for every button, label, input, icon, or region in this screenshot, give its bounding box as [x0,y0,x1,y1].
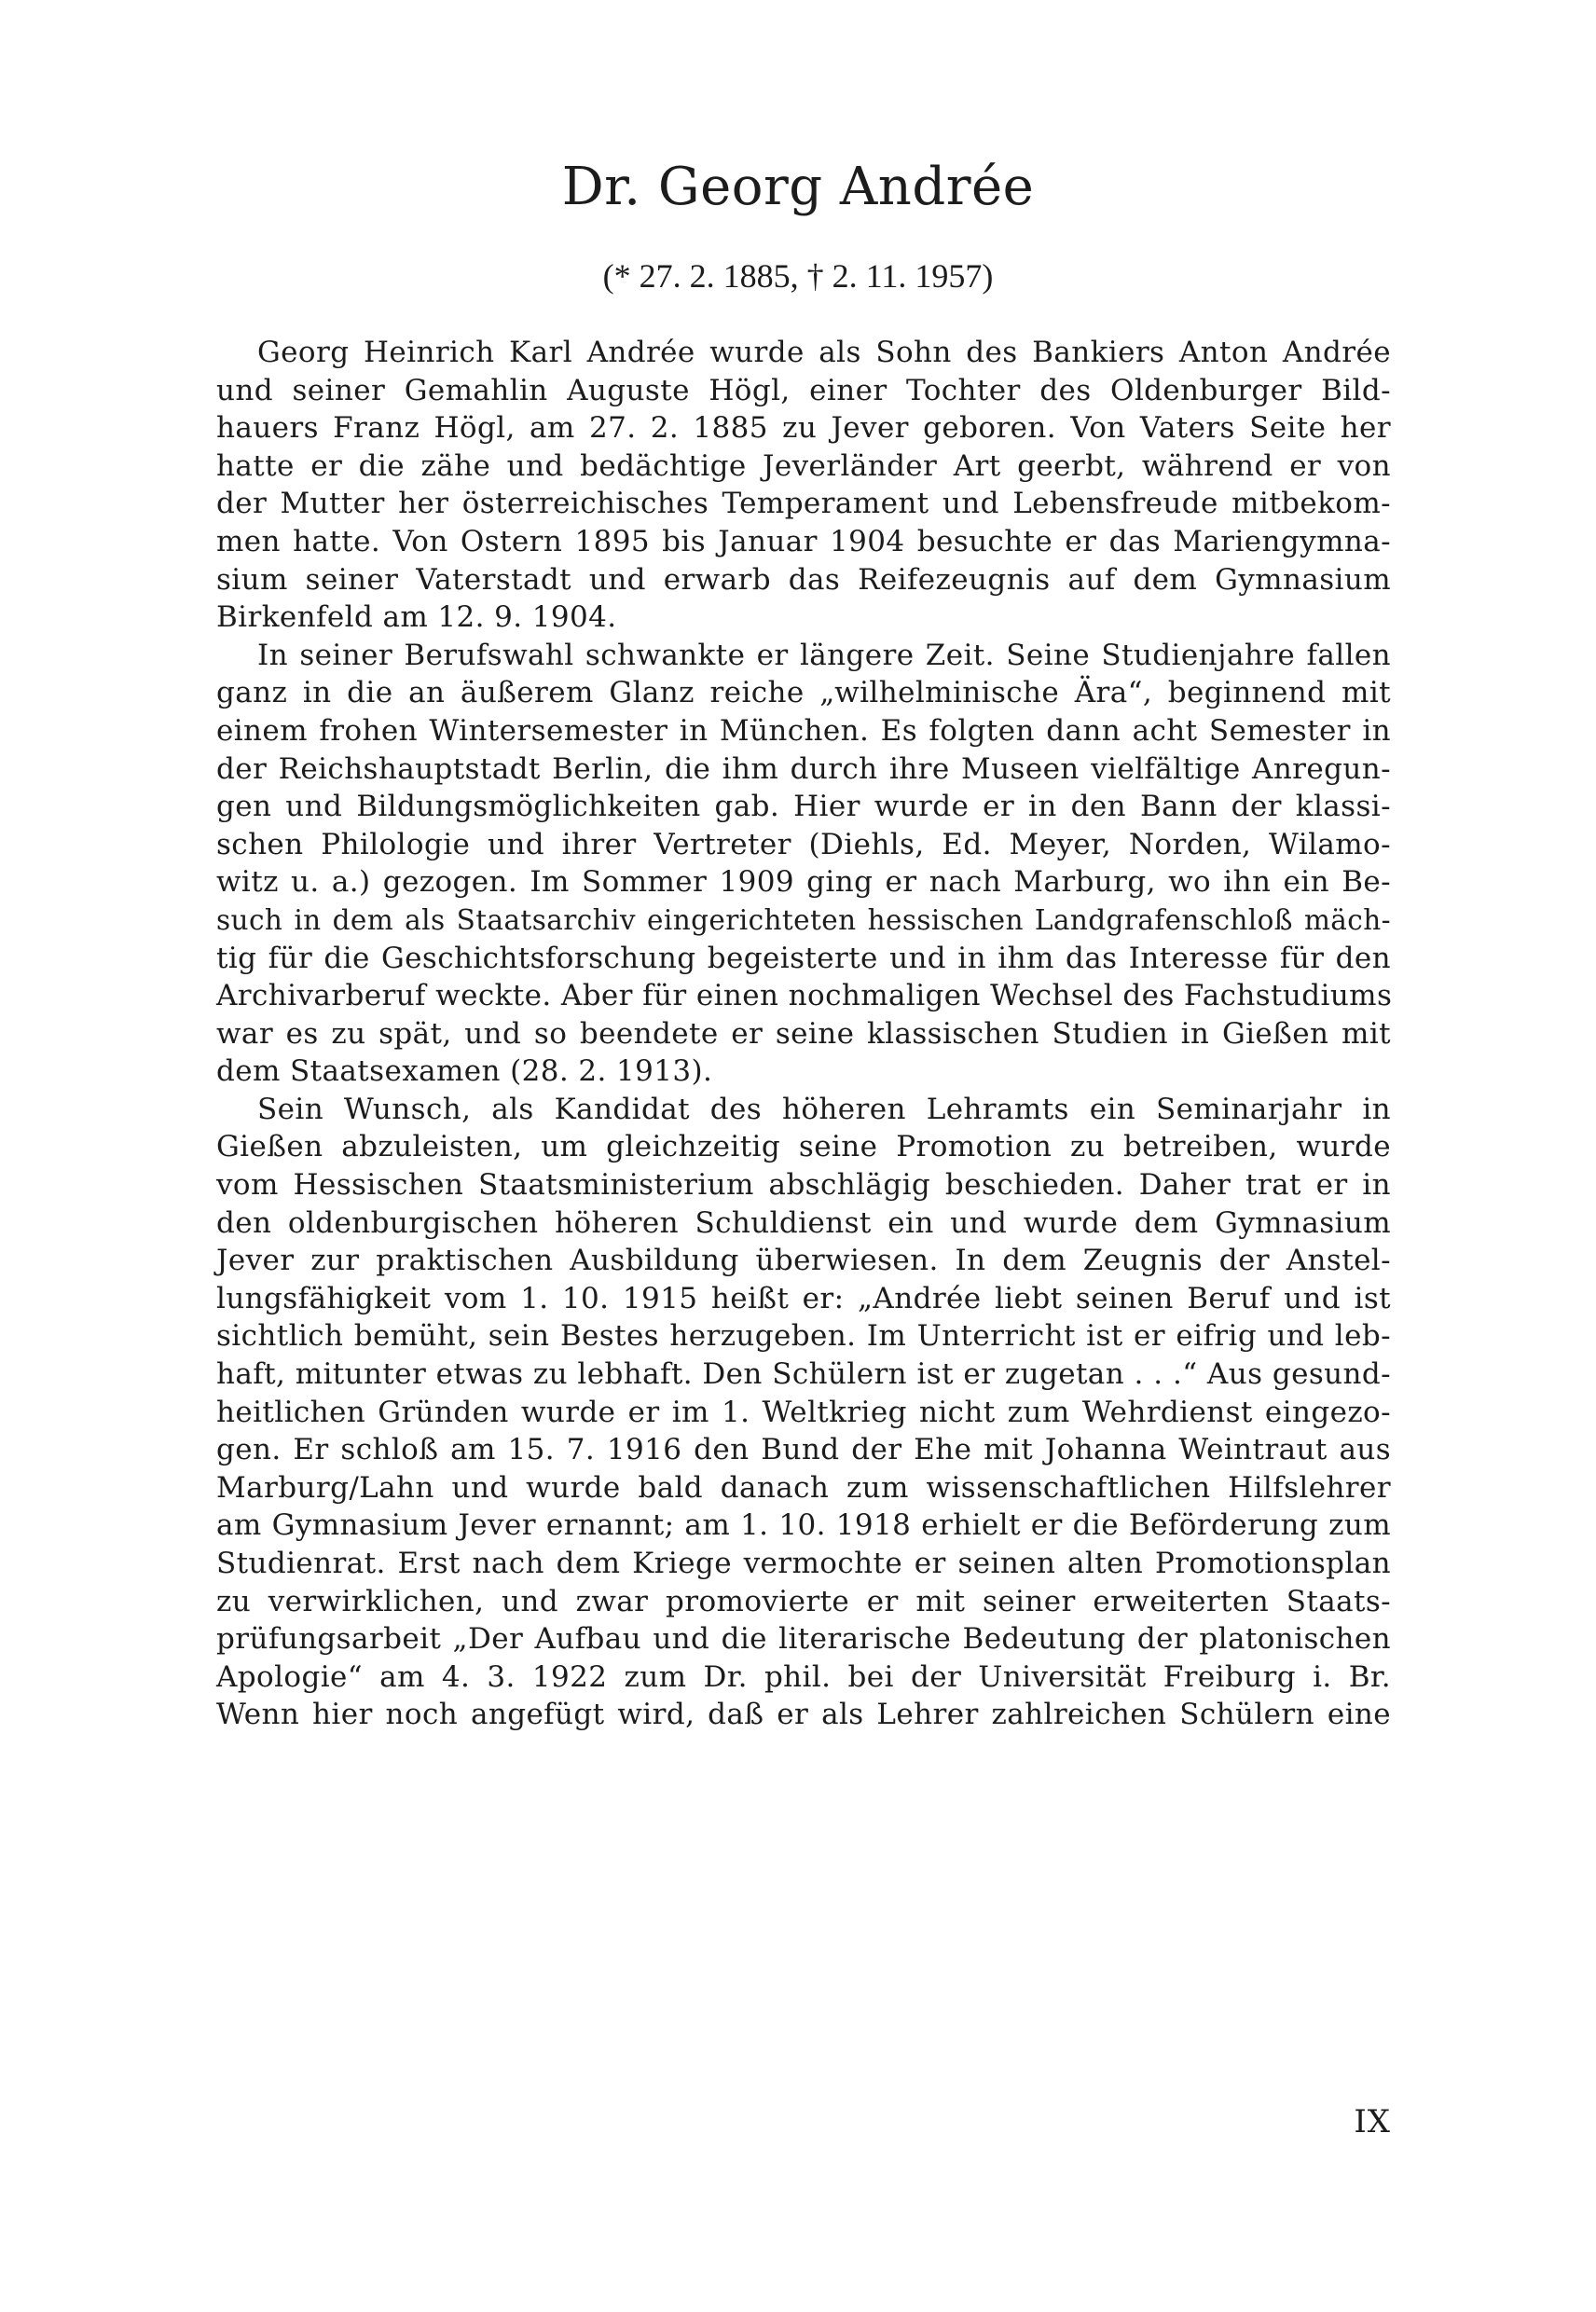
text-line: war es zu spät, und so beendete er seine klassischen Studien in Gießen mit [216,1016,1391,1051]
text-line: Apologie“ am 4. 3. 1922 zum Dr. phil. bei der Universität Freiburg i. Br. [216,1659,1391,1694]
text-line: Jever zur praktischen Ausbildung überwiesen. In dem Zeugnis der Anstel- [216,1244,1391,1278]
text-line: Wenn hier noch angefügt wird, daß er als Lehrer zahlreichen Schülern eine [216,1698,1391,1732]
text-line: In seiner Berufswahl schwankte er längere Zeit. Seine Studienjahre fallen [257,638,1391,672]
text-line: heitlichen Gründen wurde er im 1. Weltkrieg nicht zum Wehrdienst eingezo- [216,1395,1391,1429]
text-line: dem Staatsexamen (28. 2. 1913). [216,1054,713,1089]
text-line: sium seiner Vaterstadt und erwarb das Reifezeugnis auf dem Gymnasium [216,562,1391,597]
page-title: Dr. Georg Andrée [561,157,1035,217]
text-line: such in dem als Staatsarchiv eingerichteten hessischen Landgrafenschloß mäch- [216,903,1391,936]
text-line: Studienrat. Erst nach dem Kriege vermochte er seinen alten Promotionsplan [216,1547,1391,1580]
text-line: haft, mitunter etwas zu lebhaft. Den Schülern ist er zugetan . . .“ Aus gesund- [216,1357,1391,1392]
text-line: und seiner Gemahlin Auguste Högl, einer Tochter des Oldenburger Bild- [216,373,1391,407]
text-line: hatte er die zähe und bedächtige Jeverländer Art geerbt, während er von [216,448,1391,483]
text-line: der Reichshauptstadt Berlin, die ihm durch ihre Museen vielfältige Anregun- [216,751,1391,786]
text-line: Sein Wunsch, als Kandidat des höheren Lehramts ein Seminarjahr in [257,1092,1391,1126]
text-line: der Mutter her österreichisches Temperament und Lebensfreude mitbekom- [216,487,1391,521]
text-line: Georg Heinrich Karl Andrée wurde als Sohn des Bankiers Anton Andrée [257,336,1391,369]
text-line: den oldenburgischen höheren Schuldienst ein und wurde dem Gymnasium [216,1205,1391,1240]
paragraph-1 [216,334,1391,637]
text-line: zu verwirklichen, und zwar promovierte er mit seiner erweiterten Staats- [216,1584,1391,1618]
text-line: tig für die Geschichtsforschung begeisterte und in ihm das Interesse für den [216,941,1391,975]
text-line: einem frohen Wintersemester in München. Es folgten dann acht Semester in [216,713,1391,748]
text-line: witz u. a.) gezogen. Im Sommer 1909 ging er nach Marburg, wo ihn ein Be- [216,865,1391,900]
text-line: schen Philologie und ihrer Vertreter (Diehls, Ed. Meyer, Norden, Wilamo- [216,827,1391,861]
text-line: Gießen abzuleisten, um gleichzeitig seine Promotion zu betreiben, wurde [216,1130,1391,1164]
text-line: ganz in die an äußerem Glanz reiche „wilhelminische Ära“, beginnend mit [216,676,1391,710]
page-number: IX [1354,2103,1391,2140]
life-dates: (* 27. 2. 1885, † 2. 11. 1957) [602,257,994,295]
text-line: gen. Er schloß am 15. 7. 1916 den Bund der Ehe mit Johanna Weintraut aus [216,1433,1391,1467]
paragraph-2 [216,637,1391,1091]
text-line: vom Hessischen Staatsministerium abschlägig beschieden. Daher trat er in [216,1168,1391,1203]
text-line: men hatte. Von Ostern 1895 bis Januar 1904 besuchte er das Mariengymna- [216,524,1391,558]
body-text [216,334,1391,1734]
text-line: am Gymnasium Jever ernannt; am 1. 10. 1918 erhielt er die Beförderung zum [216,1508,1391,1543]
text-line: sichtlich bemüht, sein Bestes herzugeben. Im Unterricht ist er eifrig und leb- [216,1319,1391,1354]
text-line: Archivarberuf weckte. Aber für einen nochmaligen Wechsel des Fachstudiums [216,979,1393,1013]
text-line: hauers Franz Högl, am 27. 2. 1885 zu Jever geboren. Von Vaters Seite her [216,411,1391,446]
text-line: gen und Bildungsmöglichkeiten gab. Hier wurde er in den Bann der klassi- [216,790,1391,824]
paragraph-3 [216,1091,1391,1734]
text-line: Marburg/Lahn und wurde bald danach zum wissenschaftlichen Hilfslehrer [216,1470,1391,1505]
text-line: lungsfähigkeit vom 1. 10. 1915 heißt er: „Andrée liebt seinen Beruf und ist [216,1281,1391,1315]
text-line: prüfungsarbeit „Der Aufbau und die literarische Bedeutung der platonischen [216,1622,1391,1657]
text-line: Birkenfeld am 12. 9. 1904. [216,600,617,635]
